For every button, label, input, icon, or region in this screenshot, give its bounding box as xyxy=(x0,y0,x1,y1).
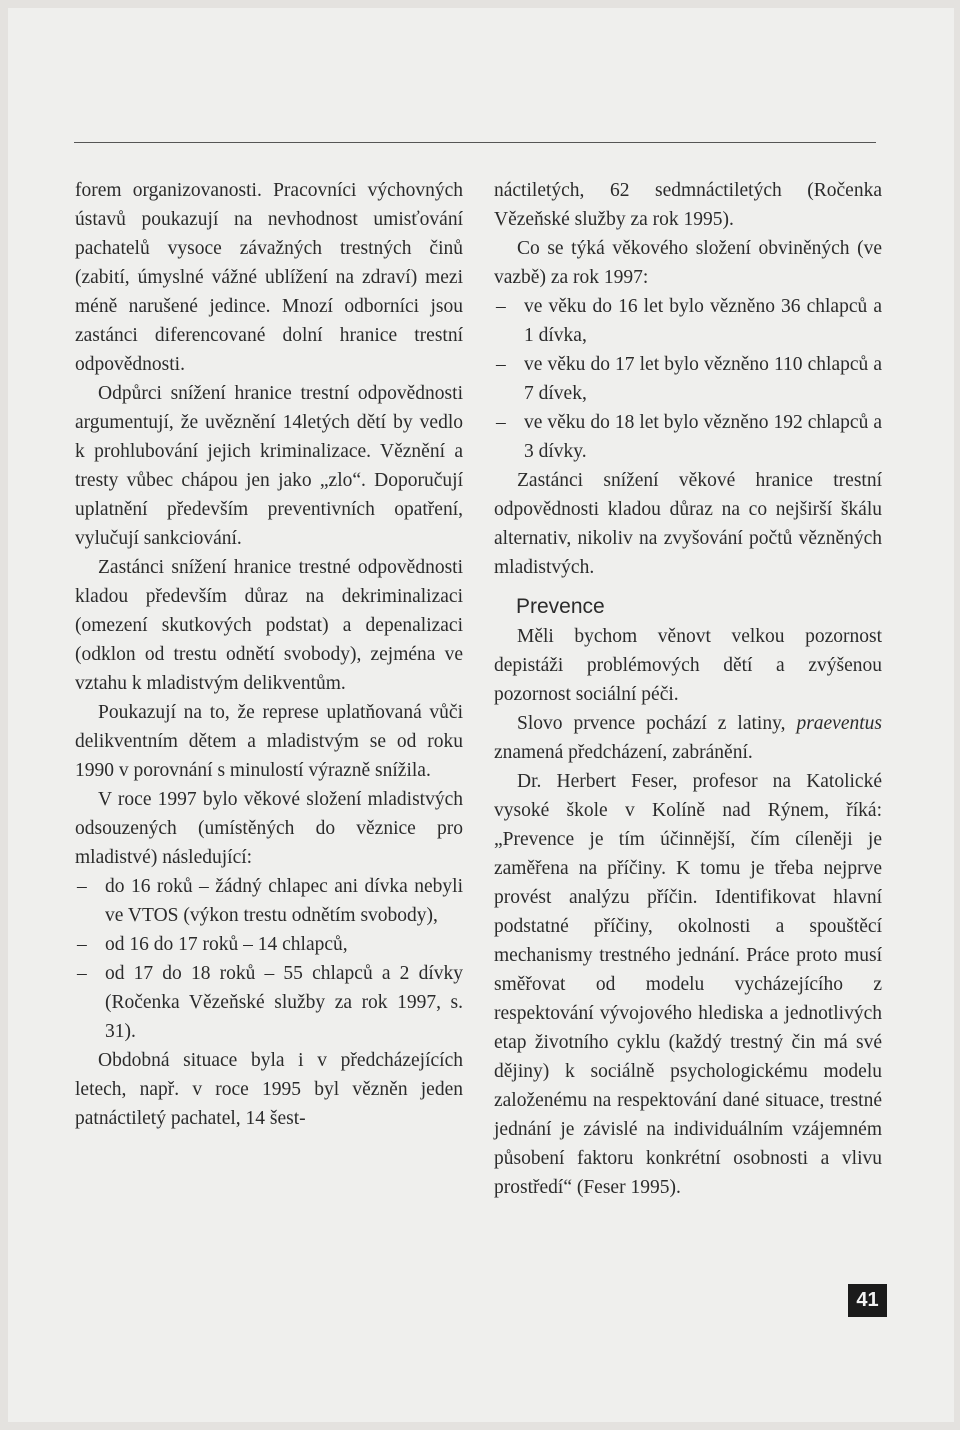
list-item: – ve věku do 18 let bylo vězněno 192 chlapců a 3 dívky. xyxy=(494,408,882,466)
list-item: – ve věku do 17 let bylo vězněno 110 chlapců a 7 dívek, xyxy=(494,350,882,408)
paragraph: Dr. Herbert Feser, profesor na Katolické vysoké škole v Kolíně nad Rýnem, říká: „Prevence je tím účinnější, čím cíleněji je zaměřena na příčiny. K tomu je třeba nejprve provést analýzu příčin. Identifikovat hlavní podstatné příčiny, okolnosti a spouštěcí mechanismy trestného jednání. Práce proto musí směřovat od modelu vycházejícího z respektování vývojového hlediska a jednotlivých etap životního cyklu (každý trestný čin má své dějiny) k sociálně psychologickému modelu založenému na respektování dané situace, trestné jednání je závislé na individuálním vzájemném působení faktoru konkrétní osobnosti a vlivu prostředí“ (Feser 1995). xyxy=(494,771,882,1198)
page-number: 41 xyxy=(848,1284,887,1317)
paragraph: Poukazují na to, že represe uplatňovaná vůči delikventním dětem a mladistvým se od roku 1990 v porovnání s minulostí výrazně snížila. xyxy=(75,702,463,781)
dash-marker: – xyxy=(496,354,506,375)
list-item: – od 16 do 17 roků – 14 chlapců, xyxy=(75,930,463,959)
paragraph: Měli bychom věnovt velkou pozornost depistáži problémových dětí a zvýšenou pozornost sociální péči. xyxy=(494,626,882,705)
paragraph: Slovo prvence pochází z latiny, praeventus znamená předcházení, zabránění. xyxy=(494,713,882,763)
section-heading: Prevence xyxy=(516,595,605,618)
paragraph: forem organizovanosti. Pracovníci výchovných ústavů poukazují na nevhodnost umisťování pachatelů vysoce závažných trestných činů (zabití, úmyslné vážné ublížení na zdraví) mezi méně narušené jedince. Mnozí odborníci jsou zastánci diferencované dolní hranice trestní odpovědnosti. xyxy=(75,180,463,375)
paragraph: Co se týká věkového složení obviněných (ve vazbě) za rok 1997: xyxy=(494,238,882,288)
dash-marker: – xyxy=(496,412,506,433)
list-item: – ve věku do 16 let bylo vězněno 36 chlapců a 1 dívka, xyxy=(494,292,882,350)
paragraph: Zastánci snížení hranice trestné odpovědnosti kladou především důraz na dekriminalizaci (omezení skutkových podstat) a depenalizaci (odklon od trestu odnětí svobody), zejména ve vztahu k mladistvým delikventům. xyxy=(75,557,463,694)
list-item: – od 17 do 18 roků – 55 chlapců a 2 dívky (Ročenka Vězeňské služby za rok 1997, s. 31). xyxy=(75,959,463,1046)
paragraph: Odpůrci snížení hranice trestní odpovědnosti argumentují, že uvěznění 14letých dětí by vedlo k prohlubování jejich kriminalizace. Věznění a tresty vůbec chápou jen jako „zlo“. Doporučují uplatnění především preventivních opatření, vylučují sankciování. xyxy=(75,383,463,549)
paragraph: náctiletých, 62 sedmnáctiletých (Ročenka Vězeňské služby za rok 1995). xyxy=(494,180,882,230)
dash-marker: – xyxy=(77,876,87,897)
right-column xyxy=(494,176,882,1202)
left-column xyxy=(75,176,463,1133)
header-rule xyxy=(74,142,876,143)
custody-list xyxy=(494,292,882,466)
paragraph: Zastánci snížení věkové hranice trestní odpovědnosti kladou důraz na co nejširší škálu alternativ, nikoliv na zvyšování počtů vězněných mladistvých. xyxy=(494,470,882,578)
age-list xyxy=(75,872,463,1046)
latin-term: praeventus xyxy=(796,713,882,734)
dash-marker: – xyxy=(77,963,87,984)
list-item: – do 16 roků – žádný chlapec ani dívka nebyli ve VTOS (výkon trestu odnětím svobody), xyxy=(75,872,463,930)
dash-marker: – xyxy=(496,296,506,317)
paragraph: V roce 1997 bylo věkové složení mladistvých odsouzených (umístěných do věznice pro mladistvé) následující: xyxy=(75,789,463,868)
dash-marker: – xyxy=(77,934,87,955)
document-page xyxy=(8,8,954,1422)
paragraph: Obdobná situace byla i v předcházejících letech, např. v roce 1995 byl vězněn jeden patnáctiletý pachatel, 14 šest- xyxy=(75,1050,463,1129)
